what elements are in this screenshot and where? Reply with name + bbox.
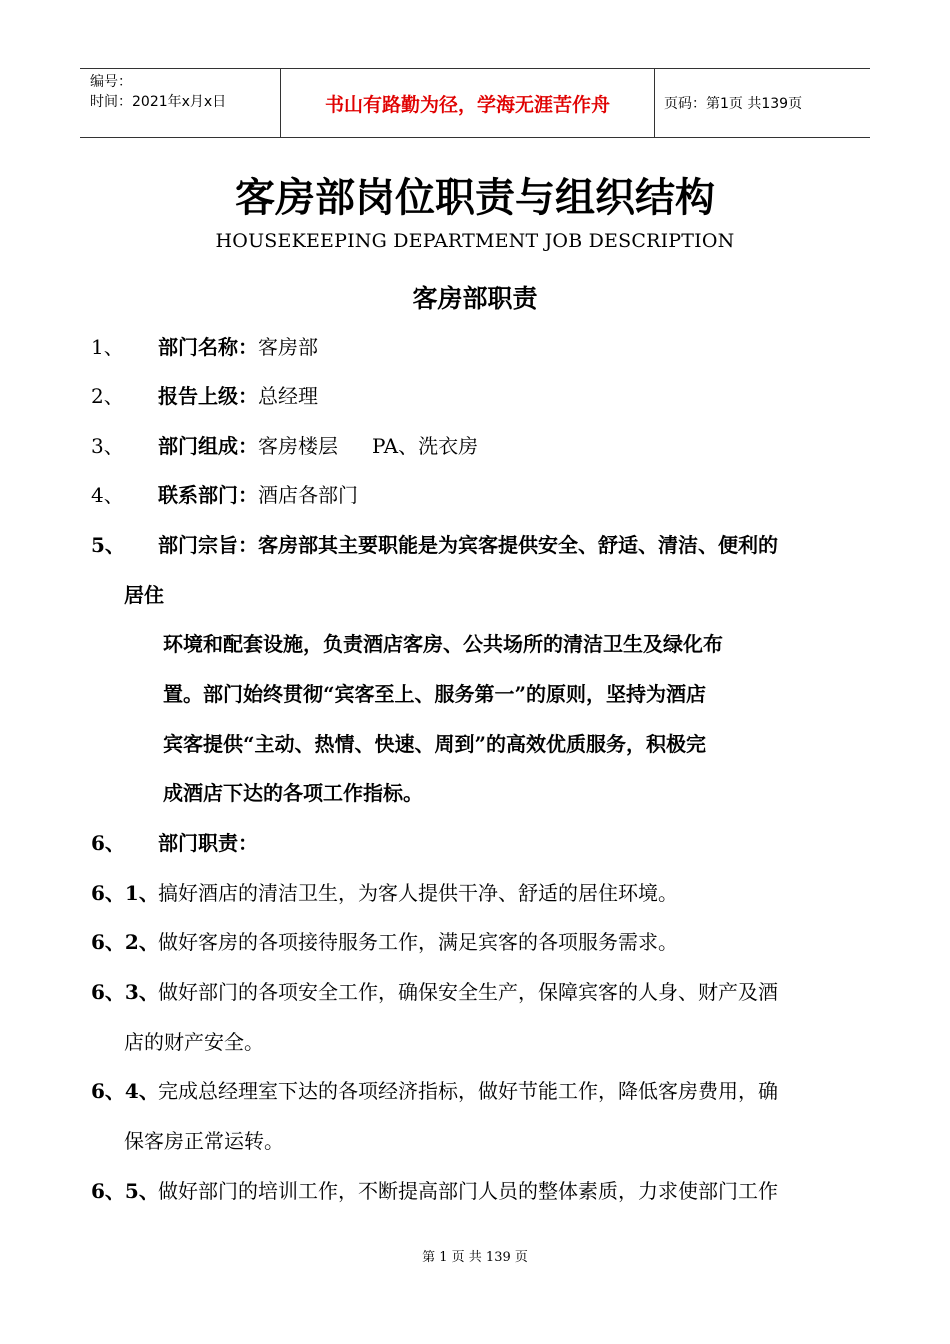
header-meta bbox=[80, 69, 281, 137]
page-header bbox=[80, 68, 870, 138]
item-text: 客房楼层 bbox=[258, 434, 338, 458]
list-item bbox=[158, 430, 478, 459]
header-page-info: 页码：第1页 共139页 bbox=[664, 96, 803, 112]
item-number: 4、 bbox=[91, 483, 124, 507]
duty-text: 做好客房的各项接待服务工作，满足宾客的各项服务需求。 bbox=[158, 930, 678, 954]
document-title: 客房部岗位职责与组织结构 bbox=[235, 174, 715, 221]
duty-text: 做好部门的各项安全工作，确保安全生产，保障宾客的人身、财产及酒 bbox=[158, 980, 778, 1004]
item-text: 客房部 bbox=[258, 335, 318, 359]
item-number: 2、 bbox=[91, 384, 124, 408]
item-label: 部门组成： bbox=[158, 434, 258, 458]
document-subtitle: HOUSEKEEPING DEPARTMENT JOB DESCRIPTION bbox=[215, 230, 735, 252]
item-label: 部门名称： bbox=[158, 335, 258, 359]
item-number: 6、 bbox=[91, 831, 125, 855]
duty-number: 6、3、 bbox=[91, 980, 159, 1004]
time-label: 时间：2021年x月x日 bbox=[90, 94, 227, 110]
section-title: 客房部职责 bbox=[412, 284, 538, 313]
duty-number: 6、4、 bbox=[91, 1079, 159, 1103]
item-label: 报告上级： bbox=[158, 384, 258, 408]
item-text: 酒店各部门 bbox=[258, 483, 358, 507]
duty-text: 完成总经理室下达的各项经济指标，做好节能工作，降低客房费用，确 bbox=[158, 1079, 778, 1103]
header-motto: 书山有路勤为径，学海无涯苦作舟 bbox=[281, 69, 655, 137]
duty-number: 6、1、 bbox=[91, 881, 159, 905]
item5-line1: 部门宗旨：客房部其主要职能是为宾客提供安全、舒适、清洁、便利的 bbox=[158, 533, 778, 557]
item-number: 5、 bbox=[91, 533, 125, 557]
item-text-2: PA、洗衣房 bbox=[372, 434, 479, 458]
item-label: 联系部门： bbox=[158, 483, 258, 507]
duty-text: 做好部门的培训工作，不断提高部门人员的整体素质，力求使部门工作 bbox=[158, 1179, 778, 1203]
item5-line5: 宾客提供“主动、热情、快速、周到”的高效优质服务，积极完 bbox=[163, 732, 707, 756]
list-item bbox=[158, 380, 318, 409]
duty-text: 搞好酒店的清洁卫生，为客人提供干净、舒适的居住环境。 bbox=[158, 881, 678, 905]
duty-number: 6、5、 bbox=[91, 1179, 159, 1203]
duty-number: 6、2、 bbox=[91, 930, 159, 954]
item5-line4: 置。部门始终贯彻“宾客至上、服务第一”的原则，坚持为酒店 bbox=[163, 682, 707, 706]
list-item bbox=[158, 479, 358, 508]
list-item bbox=[158, 331, 318, 360]
page-footer: 第 1 页 共 139 页 bbox=[422, 1250, 528, 1265]
item-number: 1、 bbox=[91, 335, 124, 359]
duty-text-cont: 保客房正常运转。 bbox=[124, 1129, 284, 1153]
item-number: 3、 bbox=[91, 434, 124, 458]
item5-line3: 环境和配套设施，负责酒店客房、公共场所的清洁卫生及绿化布 bbox=[163, 632, 723, 656]
code-label: 编号： bbox=[90, 74, 132, 90]
duty-text-cont: 店的财产安全。 bbox=[124, 1030, 264, 1054]
item-text: 总经理 bbox=[258, 384, 318, 408]
item5-line2: 居住 bbox=[124, 583, 164, 607]
item6-label: 部门职责： bbox=[158, 831, 258, 855]
item5-line6: 成酒店下达的各项工作指标。 bbox=[163, 781, 423, 805]
